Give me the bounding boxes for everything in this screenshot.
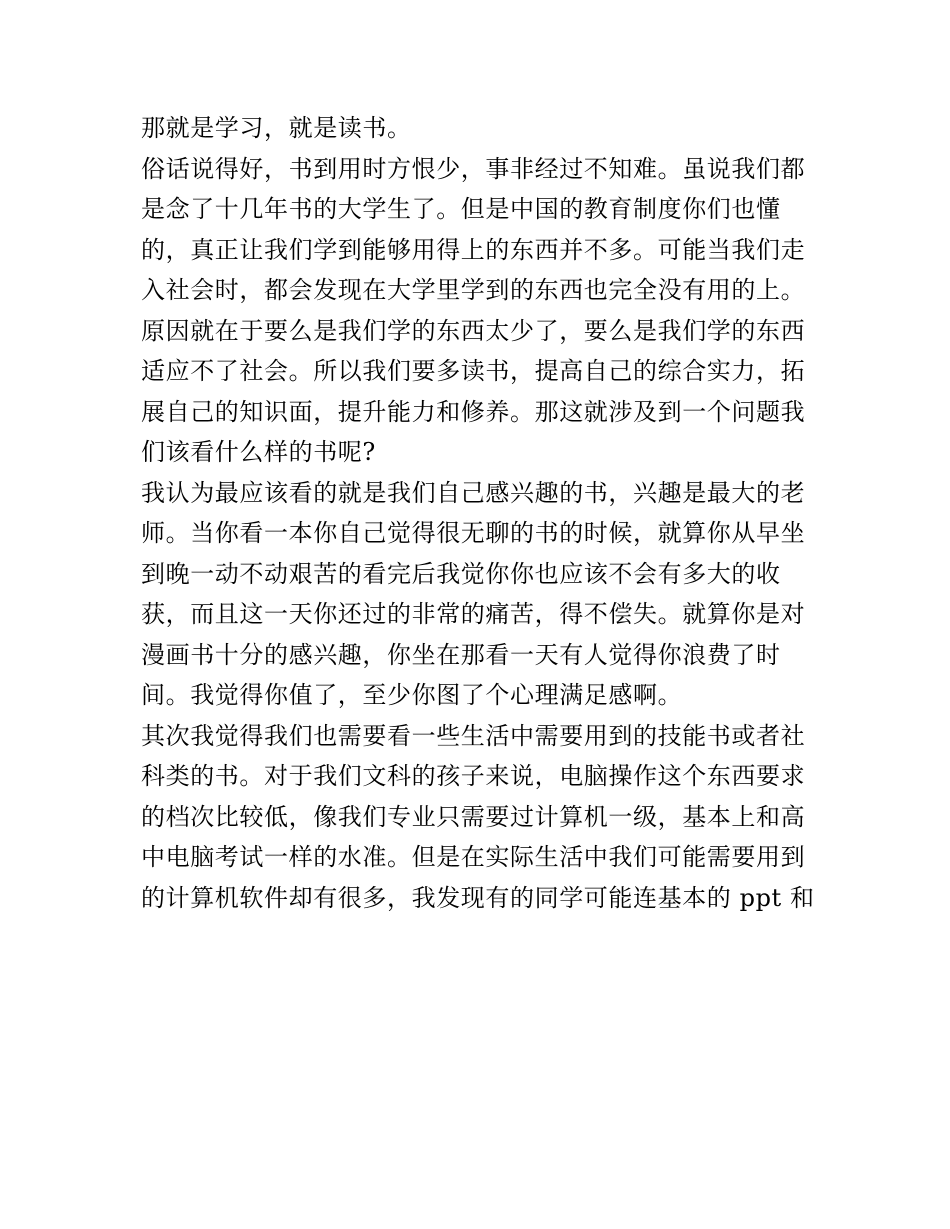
document-body [141,108,821,918]
text-line: 间。我觉得你值了，至少你图了个心理满足感啊。 [141,681,683,709]
text-line: 师。当你看一本你自己觉得很无聊的书的时候，就算你从早坐 [141,519,806,547]
text-line: 们该看什么样的书呢? [141,438,376,466]
text-line: 的，真正让我们学到能够用得上的东西并不多。可能当我们走 [141,235,806,264]
text-line: 其次我觉得我们也需要看一些生活中需要用到的技能书或者社 [141,721,806,750]
text-line: 科类的书。对于我们文科的孩子来说，电脑操作这个东西要求 [141,762,806,790]
text-line: 我认为最应该看的就是我们自己感兴趣的书，兴趣是最大的老 [141,478,806,507]
text-line: 的计算机软件却有很多，我发现有的同学可能连基本的 ppt 和 [141,883,815,912]
text-line: 展自己的知识面，提升能力和修养。那这就涉及到一个问题我 [141,397,806,426]
text-line: 的档次比较低，像我们专业只需要过计算机一级，基本上和高 [141,802,806,831]
text-line: 那就是学习，就是读书。 [141,114,412,142]
text-line: 是念了十几年书的大学生了。但是中国的教育制度你们也懂 [141,195,781,223]
text-line: 到晚一动不动艰苦的看完后我觉你你也应该不会有多大的收 [141,559,781,588]
text-line: 获，而且这一天你还过的非常的痛苦，得不偿失。就算你是对 [141,600,806,628]
text-line: 入社会时，都会发现在大学里学到的东西也完全没有用的上。 [141,276,806,304]
text-line: 原因就在于要么是我们学的东西太少了，要么是我们学的东西 [141,316,806,345]
text-line: 俗话说得好，书到用时方恨少，事非经过不知难。虽说我们都 [141,154,806,183]
text-line: 适应不了社会。所以我们要多读书，提高自己的综合实力，拓 [141,357,806,385]
text-line: 中电脑考试一样的水准。但是在实际生活中我们可能需要用到 [141,843,806,871]
text-line: 漫画书十分的感兴趣，你坐在那看一天有人觉得你浪费了时 [141,640,781,669]
